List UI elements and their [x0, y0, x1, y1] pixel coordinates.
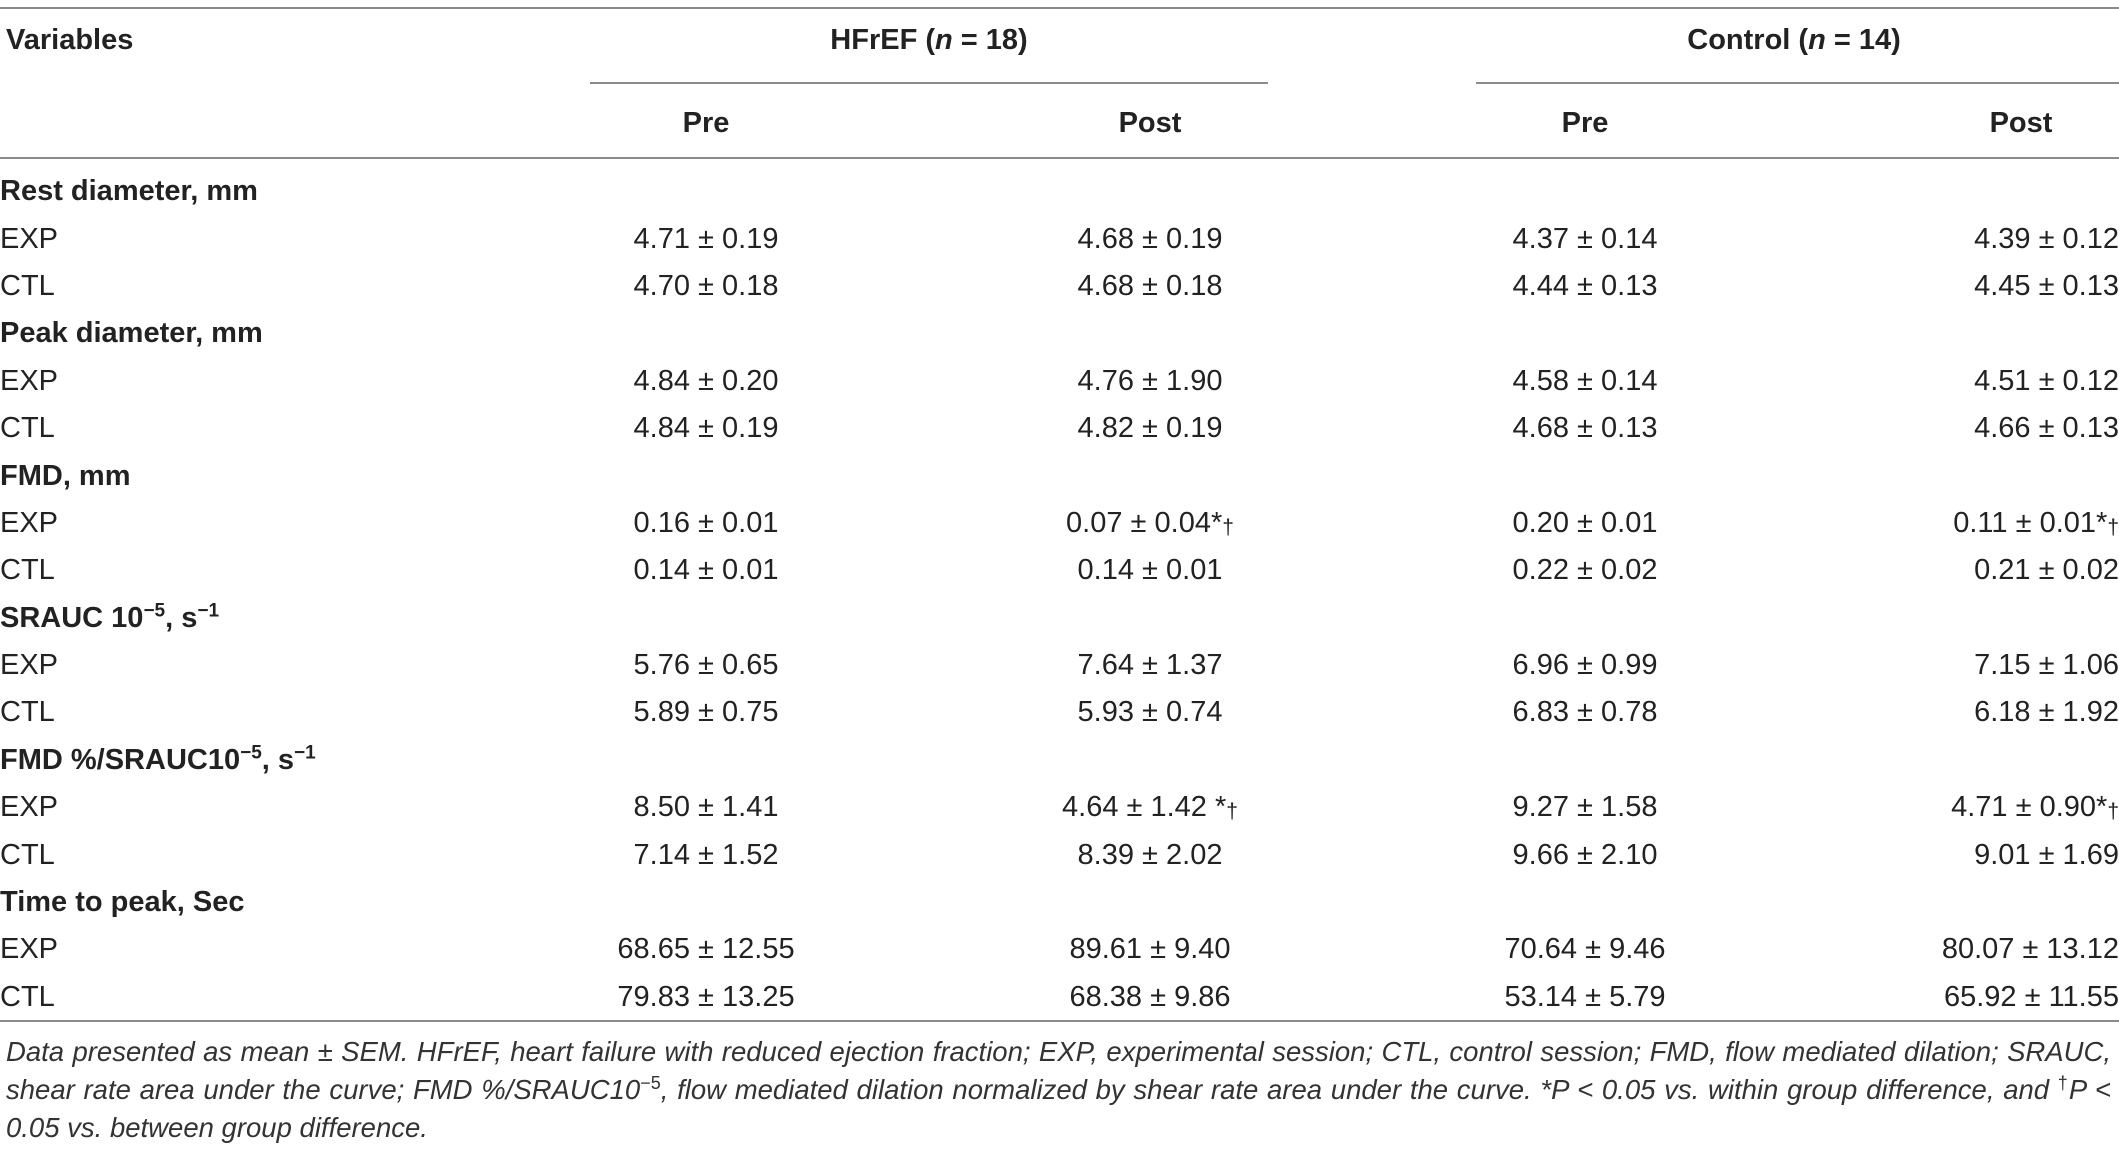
cell-control-post: 4.71 ± 0.90*† [1951, 791, 2119, 824]
section-title: Time to peak, Sec [0, 886, 245, 919]
cell-control-pre: 53.14 ± 5.79 [1504, 980, 1666, 1013]
cell-hfref-pre: 5.89 ± 0.75 [633, 696, 779, 729]
section-row [0, 879, 2119, 926]
col-header-hfref-post: Post [1118, 107, 1182, 139]
cell-control-pre: 9.66 ± 2.10 [1512, 838, 1658, 871]
cell-hfref-pre: 7.14 ± 1.52 [633, 838, 779, 871]
cell-hfref-pre: 0.14 ± 0.01 [633, 554, 779, 587]
cell-control-pre: 4.44 ± 0.13 [1512, 269, 1658, 302]
cell-control-pre: 9.27 ± 1.58 [1512, 791, 1658, 824]
section-title: Peak diameter, mm [0, 317, 263, 350]
section-row [0, 737, 2119, 784]
cell-control-post: 7.15 ± 1.06 [1974, 649, 2119, 682]
table-row [0, 500, 2119, 547]
cell-control-post: 80.07 ± 13.12 [1941, 933, 2119, 966]
col-header-control-post: Post [1989, 107, 2053, 139]
section-title: FMD $\%/SRAUC10^{-5}$, $s^{-1}$ [0, 742, 316, 776]
row-label: CTL [0, 838, 55, 871]
header-rule [0, 157, 2119, 159]
table-row [0, 974, 2119, 1021]
row-label: EXP [0, 222, 59, 255]
cell-hfref-pre: 68.65 ± 12.55 [617, 933, 795, 966]
cell-control-post: 0.21 ± 0.02 [1974, 554, 2119, 587]
cell-control-post: 4.39 ± 0.12 [1974, 222, 2119, 255]
row-label: CTL [0, 554, 55, 587]
section-row [0, 168, 2119, 215]
row-label: EXP [0, 649, 59, 682]
cell-hfref-pre: 5.76 ± 0.65 [633, 649, 779, 682]
table-row [0, 926, 2119, 973]
cell-control-pre: 6.83 ± 0.78 [1512, 696, 1658, 729]
section-title: Rest diameter, mm [0, 175, 258, 208]
table-row [0, 358, 2119, 405]
cell-control-pre: 0.22 ± 0.02 [1512, 554, 1658, 587]
row-label: EXP [0, 364, 59, 397]
group-rule-control [1476, 82, 2119, 84]
row-label: EXP [0, 933, 59, 966]
cell-hfref-post: 4.76 ± 1.90 [1077, 364, 1223, 397]
cell-hfref-post: 4.68 ± 0.19 [1077, 222, 1223, 255]
section-row [0, 310, 2119, 357]
cell-control-pre: 4.37 ± 0.14 [1512, 222, 1658, 255]
table-row [0, 215, 2119, 262]
bottom-rule [0, 1020, 2119, 1022]
cell-hfref-post: 4.82 ± 0.19 [1077, 412, 1223, 445]
cell-hfref-pre: 0.16 ± 0.01 [633, 506, 779, 539]
cell-hfref-post: 0.14 ± 0.01 [1077, 554, 1223, 587]
cell-hfref-pre: 4.84 ± 0.19 [633, 412, 779, 445]
cell-hfref-post: 5.93 ± 0.74 [1077, 696, 1223, 729]
table-row [0, 642, 2119, 689]
table-row [0, 689, 2119, 736]
cell-hfref-post: 7.64 ± 1.37 [1077, 649, 1223, 682]
cell-hfref-post: 4.68 ± 0.18 [1077, 269, 1223, 302]
row-label: CTL [0, 412, 55, 445]
row-label: CTL [0, 980, 55, 1013]
group-header-hfref: HFrEF (n = 18) [830, 24, 1028, 56]
cell-control-pre: 6.96 ± 0.99 [1512, 649, 1658, 682]
row-label: EXP [0, 506, 59, 539]
col-header-control-pre: Pre [1561, 107, 1609, 139]
row-label: EXP [0, 791, 59, 824]
table-row [0, 784, 2119, 831]
cell-control-post: 65.92 ± 11.55 [1943, 980, 2119, 1013]
table-row [0, 547, 2119, 594]
cell-control-post: 0.11 ± 0.01*† [1953, 506, 2119, 539]
cell-hfref-pre: 4.70 ± 0.18 [633, 269, 779, 302]
cell-control-pre: 0.20 ± 0.01 [1512, 506, 1658, 539]
table-row [0, 263, 2119, 310]
section-row [0, 595, 2119, 642]
table-body [0, 168, 2119, 1021]
group-rule-hfref [590, 82, 1268, 84]
cell-control-pre: 4.68 ± 0.13 [1512, 412, 1658, 445]
data-table [0, 168, 2119, 1021]
cell-hfref-pre: 4.84 ± 0.20 [633, 364, 779, 397]
cell-hfref-post: 8.39 ± 2.02 [1077, 838, 1223, 871]
cell-control-post: 4.51 ± 0.12 [1974, 364, 2119, 397]
row-label: CTL [0, 269, 55, 302]
cell-hfref-post: 68.38 ± 9.86 [1069, 980, 1231, 1013]
cell-control-pre: 70.64 ± 9.46 [1504, 933, 1666, 966]
cell-control-pre: 4.58 ± 0.14 [1512, 364, 1658, 397]
row-label: CTL [0, 696, 55, 729]
cell-control-post: 4.66 ± 0.13 [1974, 412, 2119, 445]
cell-hfref-post: 4.64 ± 1.42 *† [1062, 791, 1238, 824]
top-rule [0, 7, 2119, 9]
cell-hfref-pre: 79.83 ± 13.25 [617, 980, 795, 1013]
section-title: FMD, mm [0, 459, 131, 492]
cell-control-post: 4.45 ± 0.13 [1974, 269, 2119, 302]
cell-hfref-pre: 4.71 ± 0.19 [633, 222, 779, 255]
table-footnote: Data presented as mean ± SEM. HFrEF, heart failure with reduced ejection fraction; EXP, experimental session; CTL, control session; FMD, flow mediated dilation; SRAUC, shear rate area under the curve; FMD $\%/SRAUC10^{-5}$, flow mediated dilation normalized by shear rate area under the curve. *P < 0.05 vs. within group difference, and †P < 0.05 vs. between group difference. [6, 1036, 2111, 1143]
cell-hfref-pre: 8.50 ± 1.41 [633, 791, 779, 824]
section-title: SRAUC $10^{-5}$, $s^{-1}$ [0, 600, 220, 634]
cell-hfref-post: 0.07 ± 0.04*† [1066, 506, 1234, 539]
cell-control-post: 9.01 ± 1.69 [1974, 838, 2119, 871]
table-row [0, 405, 2119, 452]
variables-header: Variables [6, 24, 134, 56]
cell-control-post: 6.18 ± 1.92 [1974, 696, 2119, 729]
group-header-control: Control (n = 14) [1687, 24, 1901, 56]
section-row [0, 452, 2119, 499]
table-row [0, 831, 2119, 878]
cell-hfref-post: 89.61 ± 9.40 [1069, 933, 1231, 966]
col-header-hfref-pre: Pre [682, 107, 730, 139]
